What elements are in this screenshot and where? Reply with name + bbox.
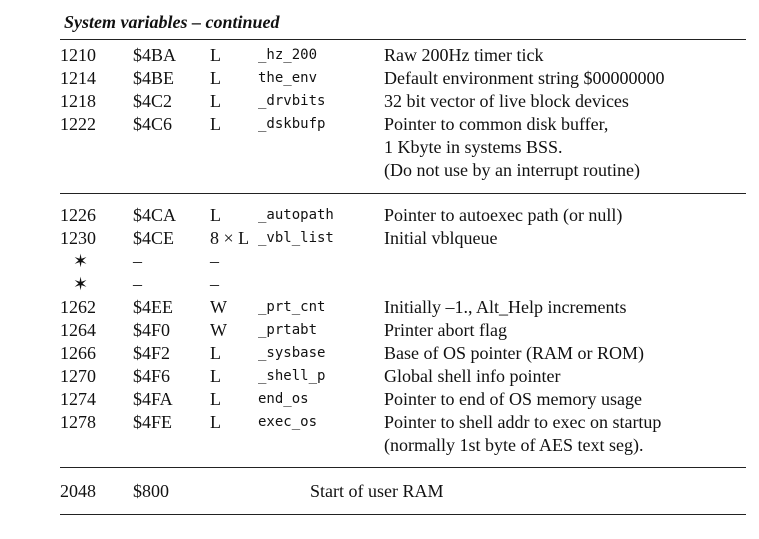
description: Initially –1., Alt_Help increments bbox=[384, 297, 627, 317]
hex-address: $4FA bbox=[133, 389, 173, 409]
variable-name: _autopath bbox=[258, 207, 334, 223]
table-row bbox=[0, 250, 759, 273]
table-row bbox=[0, 434, 759, 457]
table-row bbox=[0, 67, 759, 90]
variable-name: _prt_cnt bbox=[258, 299, 326, 315]
table-row bbox=[0, 90, 759, 113]
decimal-address: 1214 bbox=[60, 68, 96, 88]
data-type: W bbox=[210, 297, 227, 317]
description: Pointer to end of OS memory usage bbox=[384, 389, 642, 409]
decimal-address: 1266 bbox=[60, 343, 96, 363]
hex-address: $4F2 bbox=[133, 343, 171, 363]
hex-address: $4F6 bbox=[133, 366, 171, 386]
description: Start of user RAM bbox=[310, 481, 444, 501]
page-title: System variables – continued bbox=[64, 12, 280, 32]
description: Pointer to common disk buffer, bbox=[384, 114, 609, 134]
bottom-rule bbox=[60, 514, 746, 515]
decimal-address: 1226 bbox=[60, 205, 96, 225]
hex-address: $4C2 bbox=[133, 91, 173, 111]
variable-name: _vbl_list bbox=[258, 230, 334, 246]
table-row bbox=[0, 136, 759, 159]
variable-name: _sysbase bbox=[258, 345, 326, 361]
variable-name: _hz_200 bbox=[258, 47, 318, 63]
table-row bbox=[0, 296, 759, 319]
star-marker: ✶ bbox=[73, 274, 89, 294]
data-type: L bbox=[210, 412, 221, 432]
description: 32 bit vector of live block devices bbox=[384, 91, 629, 111]
table-row bbox=[0, 342, 759, 365]
decimal-address: 1218 bbox=[60, 91, 96, 111]
divider bbox=[60, 467, 746, 468]
hex-address: $4CA bbox=[133, 205, 177, 225]
decimal-address: 1262 bbox=[60, 297, 96, 317]
hex-address: $4F0 bbox=[133, 320, 171, 340]
decimal-address: 1222 bbox=[60, 114, 96, 134]
decimal-address: 1264 bbox=[60, 320, 96, 340]
table-row bbox=[0, 159, 759, 182]
description: Global shell info pointer bbox=[384, 366, 561, 386]
data-type: L bbox=[210, 366, 221, 386]
data-type: W bbox=[210, 320, 227, 340]
hex-address: $4C6 bbox=[133, 114, 173, 134]
data-type: L bbox=[210, 91, 221, 111]
variable-name: exec_os bbox=[258, 414, 318, 430]
data-type: 8 × L bbox=[210, 228, 250, 248]
variable-name: _drvbits bbox=[258, 93, 326, 109]
table-row bbox=[0, 365, 759, 388]
hex-address: $4EE bbox=[133, 297, 173, 317]
top-rule bbox=[60, 39, 746, 40]
variable-name: end_os bbox=[258, 391, 309, 407]
hex-address: – bbox=[133, 274, 142, 294]
description: Pointer to autoexec path (or null) bbox=[384, 205, 623, 225]
data-type: L bbox=[210, 68, 221, 88]
hex-address: – bbox=[133, 251, 142, 271]
table-row bbox=[0, 204, 759, 227]
data-type: L bbox=[210, 389, 221, 409]
description: Default environment string $00000000 bbox=[384, 68, 665, 88]
table-row bbox=[0, 273, 759, 296]
description: Raw 200Hz timer tick bbox=[384, 45, 544, 65]
divider bbox=[60, 193, 746, 194]
table-row bbox=[0, 113, 759, 136]
variable-name: _dskbufp bbox=[258, 116, 326, 132]
description: Printer abort flag bbox=[384, 320, 507, 340]
decimal-address: 1278 bbox=[60, 412, 96, 432]
decimal-address: 1210 bbox=[60, 45, 96, 65]
table-row bbox=[0, 480, 759, 503]
data-type: – bbox=[210, 274, 219, 294]
table-row bbox=[0, 227, 759, 250]
data-type: L bbox=[210, 343, 221, 363]
decimal-address: 1270 bbox=[60, 366, 96, 386]
table-row bbox=[0, 319, 759, 342]
variable-name: _prtabt bbox=[258, 322, 318, 338]
hex-address: $4CE bbox=[133, 228, 175, 248]
variable-name: the_env bbox=[258, 70, 318, 86]
decimal-address: 1274 bbox=[60, 389, 96, 409]
data-type: L bbox=[210, 114, 221, 134]
table-row bbox=[0, 44, 759, 67]
description: Pointer to shell addr to exec on startup bbox=[384, 412, 662, 432]
variable-name: _shell_p bbox=[258, 368, 326, 384]
hex-address: $4FE bbox=[133, 412, 173, 432]
description: (Do not use by an interrupt routine) bbox=[384, 160, 640, 180]
description: Base of OS pointer (RAM or ROM) bbox=[384, 343, 644, 363]
hex-address: $4BA bbox=[133, 45, 177, 65]
description: 1 Kbyte in systems BSS. bbox=[384, 137, 563, 157]
decimal-address: 1230 bbox=[60, 228, 96, 248]
table-row bbox=[0, 411, 759, 434]
hex-address: $800 bbox=[133, 481, 169, 501]
description: (normally 1st byte of AES text seg). bbox=[384, 435, 644, 455]
data-type: L bbox=[210, 45, 221, 65]
table-row bbox=[0, 388, 759, 411]
data-type: – bbox=[210, 251, 219, 271]
decimal-address: 2048 bbox=[60, 481, 96, 501]
data-type: L bbox=[210, 205, 221, 225]
star-marker: ✶ bbox=[73, 251, 89, 271]
hex-address: $4BE bbox=[133, 68, 175, 88]
description: Initial vblqueue bbox=[384, 228, 498, 248]
